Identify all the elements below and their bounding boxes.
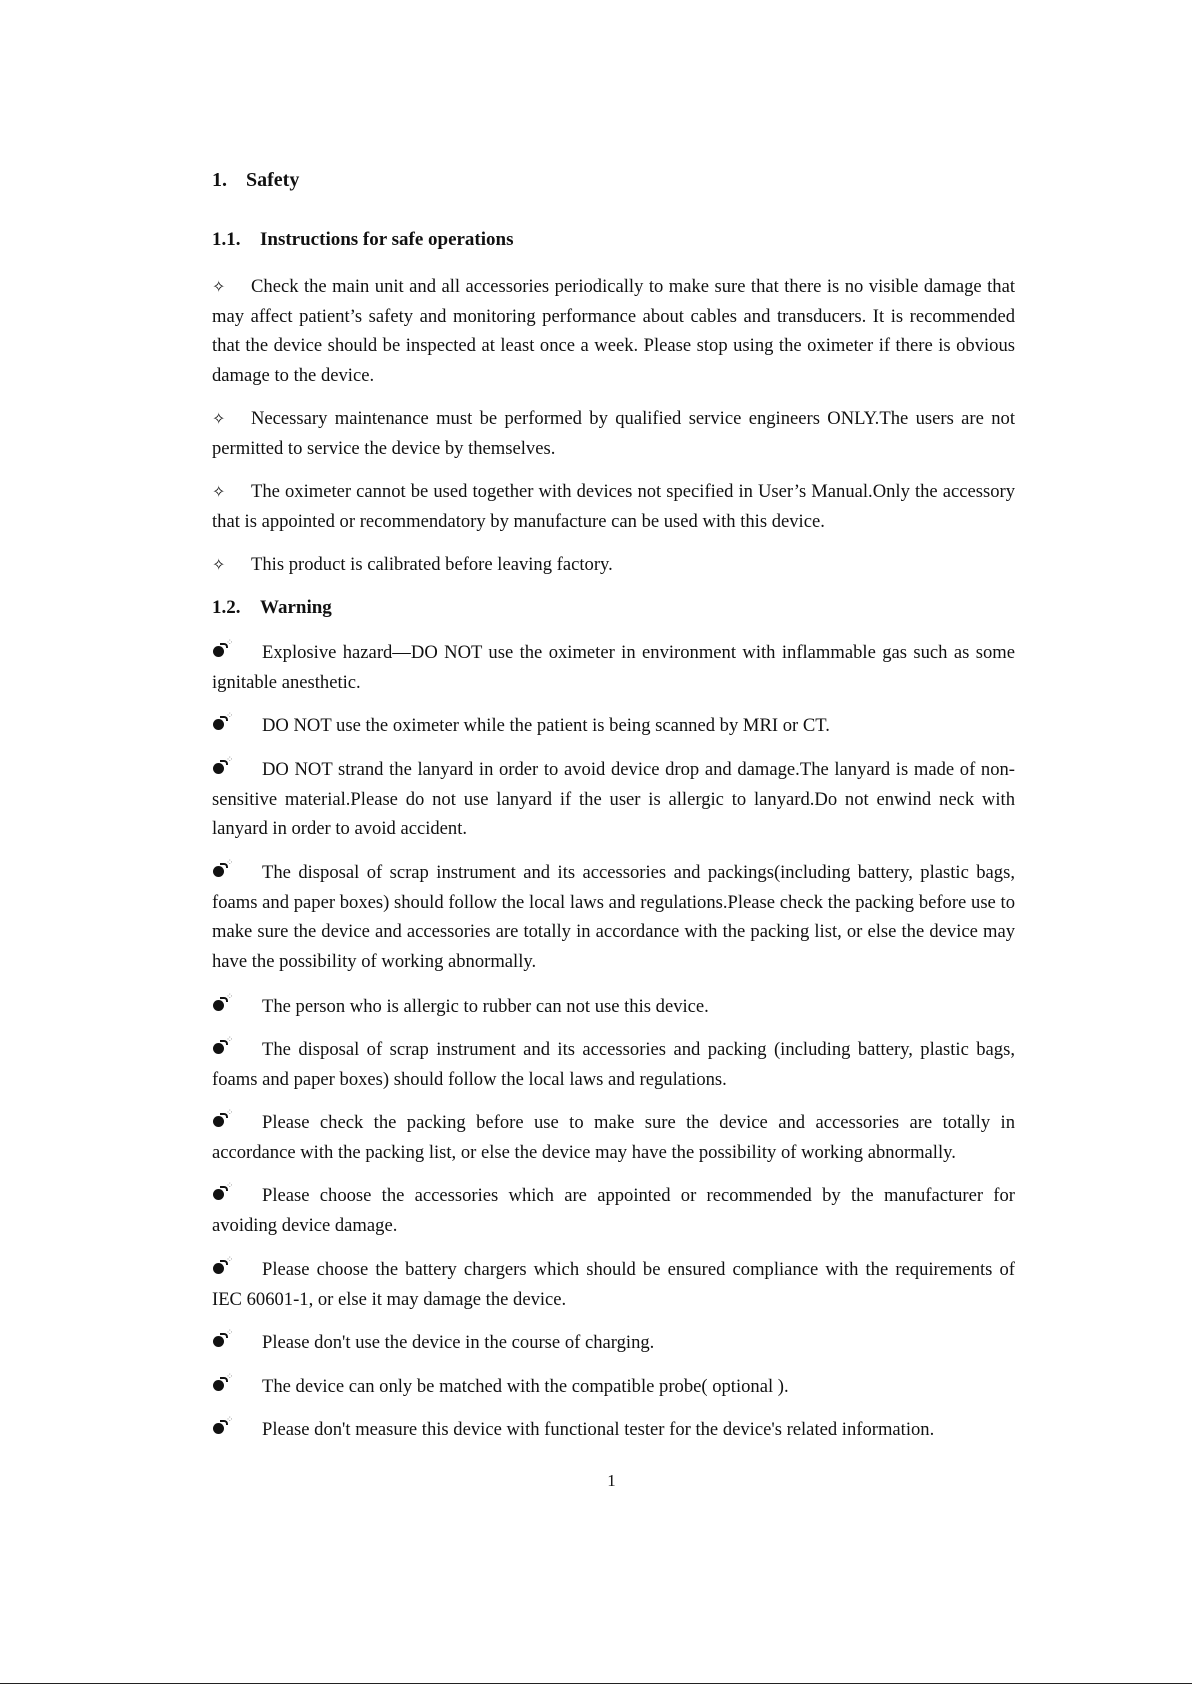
- bomb-icon: ⁘: [212, 1187, 262, 1201]
- section-title: Safety: [246, 169, 300, 191]
- bomb-icon: ⁘: [212, 998, 262, 1012]
- list-item: [212, 272, 1015, 390]
- list-item-text: The disposal of scrap instrument and its accessories and packings(including battery, plastic bags, foams and paper boxes) should follow the local laws and regulations.Please check the packing before use to make sure the device and accessories are totally in accordance with the packing list, or else the device may have the possibility of working abnormally.: [212, 862, 1015, 972]
- list-item: [212, 1328, 1015, 1358]
- bomb-icon: ⁘: [212, 717, 262, 731]
- section-heading: [212, 169, 299, 192]
- list-item-text: Necessary maintenance must be performed by qualified service engineers ONLY.The users are not permitted to service the device by themselves.: [212, 408, 1015, 459]
- list-item-text: Explosive hazard—DO NOT use the oximeter in environment with inflammable gas such as some ignitable anesthetic.: [212, 642, 1015, 693]
- subsection-title: Warning: [260, 597, 332, 618]
- list-item: [212, 404, 1015, 463]
- list-item: [212, 1255, 1015, 1314]
- list-item: [212, 1372, 1015, 1402]
- list-item-text: The device can only be matched with the compatible probe( optional ).: [262, 1376, 789, 1397]
- bomb-icon: ⁘: [212, 761, 262, 775]
- list-item: [212, 477, 1015, 536]
- star-bullet-icon: ✧: [212, 277, 226, 296]
- list-item: [212, 992, 1015, 1022]
- list-item-text: Check the main unit and all accessories periodically to make sure that there is no visible damage that may affect patient’s safety and monitoring performance about cables and transducers. It is recommended that the device should be inspected at least once a week. Please stop using the oximeter if there is obvious damage to the device.: [212, 276, 1015, 386]
- list-item: [212, 711, 1015, 741]
- list-item-text: Please don't use the device in the course of charging.: [262, 1332, 655, 1353]
- list-item-text: This product is calibrated before leaving factory.: [251, 554, 613, 575]
- list-item: [212, 550, 1015, 580]
- bomb-icon: ⁘: [212, 644, 262, 658]
- list-item-text: DO NOT use the oximeter while the patient is being scanned by MRI or CT.: [262, 715, 830, 736]
- section-number: 1.: [212, 169, 227, 191]
- star-bullet-icon: ✧: [212, 482, 226, 501]
- list-item-text: The person who is allergic to rubber can not use this device.: [262, 996, 709, 1017]
- subsection-number: 1.2.: [212, 597, 241, 618]
- list-item: [212, 1035, 1015, 1094]
- list-item: [212, 755, 1015, 844]
- bomb-icon: ⁘: [212, 1378, 262, 1392]
- page-bottom-divider: [0, 1683, 1192, 1684]
- bomb-icon: ⁘: [212, 1421, 262, 1435]
- bomb-icon: ⁘: [212, 1261, 262, 1275]
- list-item-text: Please choose the battery chargers which should be ensured compliance with the requirements of IEC 60601-1, or else it may damage the device.: [212, 1259, 1015, 1310]
- subsection-heading: [212, 597, 332, 619]
- list-item-text: DO NOT strand the lanyard in order to avoid device drop and damage.The lanyard is made of non-sensitive material.Please do not use lanyard if the user is allergic to lanyard.Do not enwind neck with lanyard in order to avoid accident.: [212, 759, 1015, 839]
- list-item-text: Please don't measure this device with functional tester for the device's related information.: [262, 1419, 935, 1440]
- subsection-number: 1.1.: [212, 229, 241, 250]
- list-item: [212, 1415, 1015, 1445]
- bomb-icon: ⁘: [212, 1041, 262, 1055]
- list-item-text: Please choose the accessories which are appointed or recommended by the manufacturer for avoiding device damage.: [212, 1185, 1015, 1236]
- list-item: [212, 858, 1015, 976]
- subsection-heading: [212, 229, 514, 251]
- list-item: [212, 1108, 1015, 1167]
- list-item-text: The oximeter cannot be used together with devices not specified in User’s Manual.Only the accessory that is appointed or recommendatory by manufacture can be used with this device.: [212, 481, 1015, 532]
- bomb-icon: ⁘: [212, 864, 262, 878]
- subsection-title: Instructions for safe operations: [260, 229, 514, 250]
- star-bullet-icon: ✧: [212, 555, 226, 574]
- list-item-text: Please check the packing before use to make sure the device and accessories are totally in accordance with the packing list, or else the device may have the possibility of working abnormally.: [212, 1112, 1015, 1163]
- bomb-icon: ⁘: [212, 1334, 262, 1348]
- list-item-text: The disposal of scrap instrument and its accessories and packing (including battery, plastic bags, foams and paper boxes) should follow the local laws and regulations.: [212, 1039, 1015, 1090]
- bomb-icon: ⁘: [212, 1114, 262, 1128]
- list-item: [212, 1181, 1015, 1240]
- star-bullet-icon: ✧: [212, 409, 226, 428]
- list-item: [212, 638, 1015, 697]
- page-number: 1: [607, 1471, 616, 1490]
